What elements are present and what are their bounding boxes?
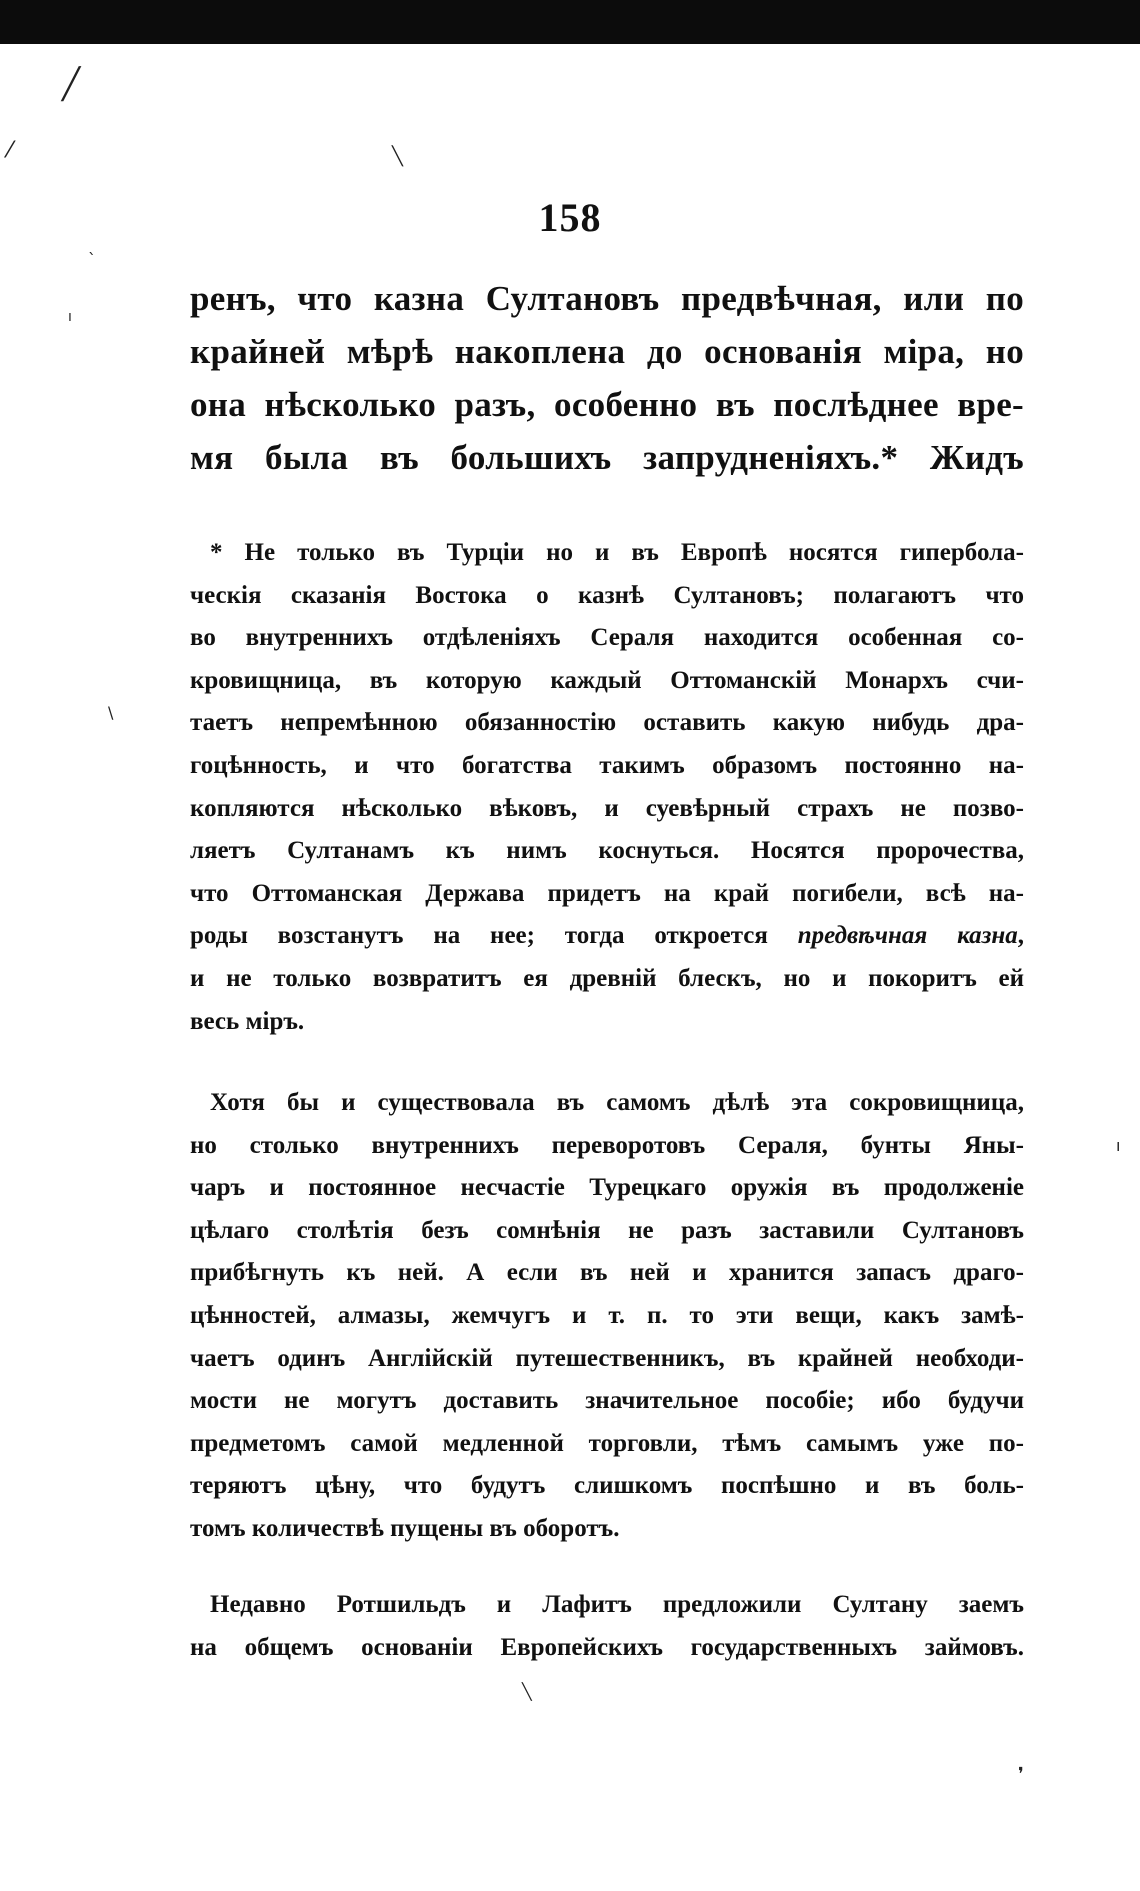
footnote-line: весь міръ. [190,1007,305,1035]
footnote-line: и не только возвратитъ ея древній блескъ, но и покоритъ ей [190,964,1024,992]
text-line: крайней мѣрѣ накоплена до основанія міра, но [190,332,1024,371]
footnote-line: на общемъ основаніи Европейскихъ государственныхъ займовъ. [190,1633,1024,1661]
footnote-line: ческія сказанія Востока о казнѣ Султановъ; полагаютъ что [190,581,1024,609]
footnote-line: копляются нѣсколько вѣковъ, и суевѣрный страхъ не позво- [190,794,1024,822]
footnote-line: прибѣгнуть къ ней. А если въ ней и хранится запасъ драго- [190,1259,1024,1287]
scan-mark: ❜ [1018,1764,1024,1785]
footnote-line: чаръ и постоянное несчастіе Турецкаго оружія въ продолженіе [190,1174,1024,1202]
main-text [190,272,1024,484]
footnote-line: цѣнностей, алмазы, жемчугъ и т. п. то эти вещи, какъ замѣ- [190,1301,1024,1329]
footnote-line: Хотя бы и существовала въ самомъ дѣлѣ эта сокровищница, [210,1089,1024,1116]
scan-mark: ˋ [88,250,96,269]
scan-mark: ╱ [62,67,81,102]
text-line: мя была въ большихъ запрудненіяхъ.* Жидъ [190,438,1024,477]
scan-mark: \ [108,703,114,722]
scan-top-border [0,0,1140,44]
scan-mark: ı [1116,1136,1121,1155]
footnote-line: предметомъ самой медленной торговли, тѣмъ самымъ уже по- [190,1429,1024,1457]
footnote-line: таетъ непремѣнною обязанностію оставить какую нибудь дра- [190,709,1024,737]
footnote-line: кровищница, въ которую каждый Оттоманскій Монархъ счи- [190,666,1024,694]
footnote-line: роды возстанутъ на нее; тогда откроется предвѣчная казна, [190,922,1024,950]
footnote-line: чаетъ одинъ Англійскій путешественникъ, въ крайней необходи- [190,1344,1024,1372]
footnote-line: но столько внутреннихъ переворотовъ Сераля, бунты Яны- [190,1131,1024,1159]
footnote-line: теряютъ цѣну, что будутъ слишкомъ поспѣшно и въ боль- [190,1472,1024,1500]
footnote-line: цѣлаго столѣтія безъ сомнѣнія не разъ заставили Султановъ [190,1216,1024,1244]
scan-mark: ı [68,309,72,325]
scan-mark: ╲ [522,1682,532,1701]
footnote [190,532,1024,1043]
scan-mark: ╲ [392,146,403,167]
footnote-line: что Оттоманская Держава придетъ на край погибели, всѣ на- [190,879,1024,907]
footnote-paragraph-2 [190,1082,1024,1551]
footnote-line: Недавно Ротшильдъ и Лафитъ предложили Султану заемъ [210,1591,1024,1618]
footnote-line: мости не могутъ доставить значительное пособіе; ибо будучи [190,1387,1024,1415]
footnote-line: * Не только въ Турціи но и въ Европѣ носятся гипербола- [210,539,1024,566]
footnote-line: во внутреннихъ отдѣленіяхъ Сераля находится особенная со- [190,624,1024,652]
footnote-line: ляетъ Султанамъ къ нимъ коснуться. Носятся пророчества, [190,837,1024,865]
page-number: 158 [538,195,602,240]
footnote-line: томъ количествѣ пущены въ оборотъ. [190,1514,620,1542]
text-line: она нѣсколько разъ, особенно въ послѣднее вре- [190,385,1024,424]
scan-mark: ⁄ [8,138,12,163]
footnote-line: гоцѣнность, и что богатства такимъ образомъ постоянно на- [190,751,1024,779]
footnote-paragraph-3 [190,1584,1024,1669]
text-line: ренъ, что казна Султановъ предвѣчная, или по [190,279,1024,318]
